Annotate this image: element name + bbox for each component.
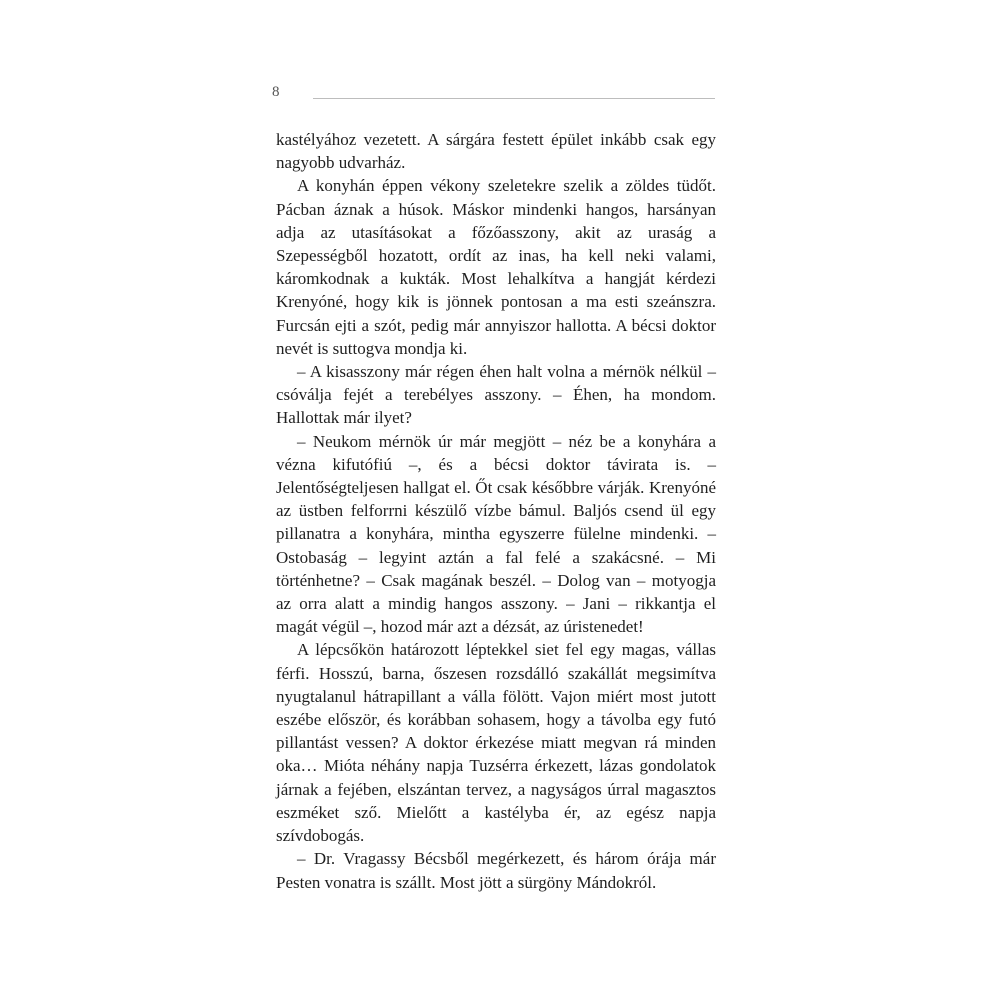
paragraph-5: A lépcsőkön határozott léptekkel siet fel egy magas, vállas férfi. Hosszú, barna, őszesen rozsdálló szakállát megsimítva nyugtalanul hátrapillant a válla fölött. Vajon miért most jutott eszébe először, és korábban sohasem, hogy a távolba egy futó pillantást vessen? A doktor érkezése miatt megvan rá minden oka… Mióta néhány napja Tuzsérra érkezett, lázas gondolatok járnak a fejében, elszántan tervez, a nagyságos úrral magasztos eszméket sző. Mielőtt a kastélyba ér, az egész napja szívdobogás. bbox=[276, 640, 716, 846]
page-number: 8 bbox=[272, 84, 280, 100]
body-text bbox=[276, 128, 716, 894]
paragraph-1: kastélyához vezetett. A sárgára festett épület inkább csak egy nagyobb udvarház. bbox=[276, 130, 716, 173]
paragraph-2: A konyhán éppen vékony szeletekre szelik a zöldes tüdőt. Pácban áznak a húsok. Máskor mindenki hangos, harsányan adja az utasításokat a főzőasszony, akit az uraság a Szepességből hozatott, ordít az inas, ha kell neki valami, káromkodnak a kukták. Most lehalkítva a hangját kérdezi Krenyóné, hogy kik is jönnek pontosan a ma esti szeánszra. Furcsán ejti a szót, pedig már annyiszor hallotta. A bécsi doktor nevét is suttogva mondja ki. bbox=[276, 176, 716, 358]
header-rule bbox=[313, 98, 715, 99]
paragraph-6: – Dr. Vragassy Bécsből megérkezett, és három órája már Pesten vonatra is szállt. Most jött a sürgöny Mándokról. bbox=[276, 849, 716, 892]
paragraph-4: – Neukom mérnök úr már megjött – néz be a konyhára a vézna kifutófiú –, és a bécsi doktor távirata is. – Jelentőségteljesen hallgat el. Őt csak későbbre várják. Krenyóné az üstben felforrni készülő vízbe bámul. Baljós csend ül egy pillanatra a konyhára, mintha egyszerre fülelne mindenki. – Ostobaság – legyint aztán a fal felé a szakácsné. – Mi történhetne? – Csak magának beszél. – Dolog van – motyogja az orra alatt a mindig hangos asszony. – Jani – rikkantja el magát végül –, hozod már azt a dézsát, az úristenedet! bbox=[276, 431, 716, 637]
page-header bbox=[272, 84, 715, 108]
paragraph-3: – A kisasszony már régen éhen halt volna a mérnök nélkül – csóválja fejét a terebélyes asszony. – Éhen, ha mondom. Hallottak már ilyet? bbox=[276, 362, 716, 428]
